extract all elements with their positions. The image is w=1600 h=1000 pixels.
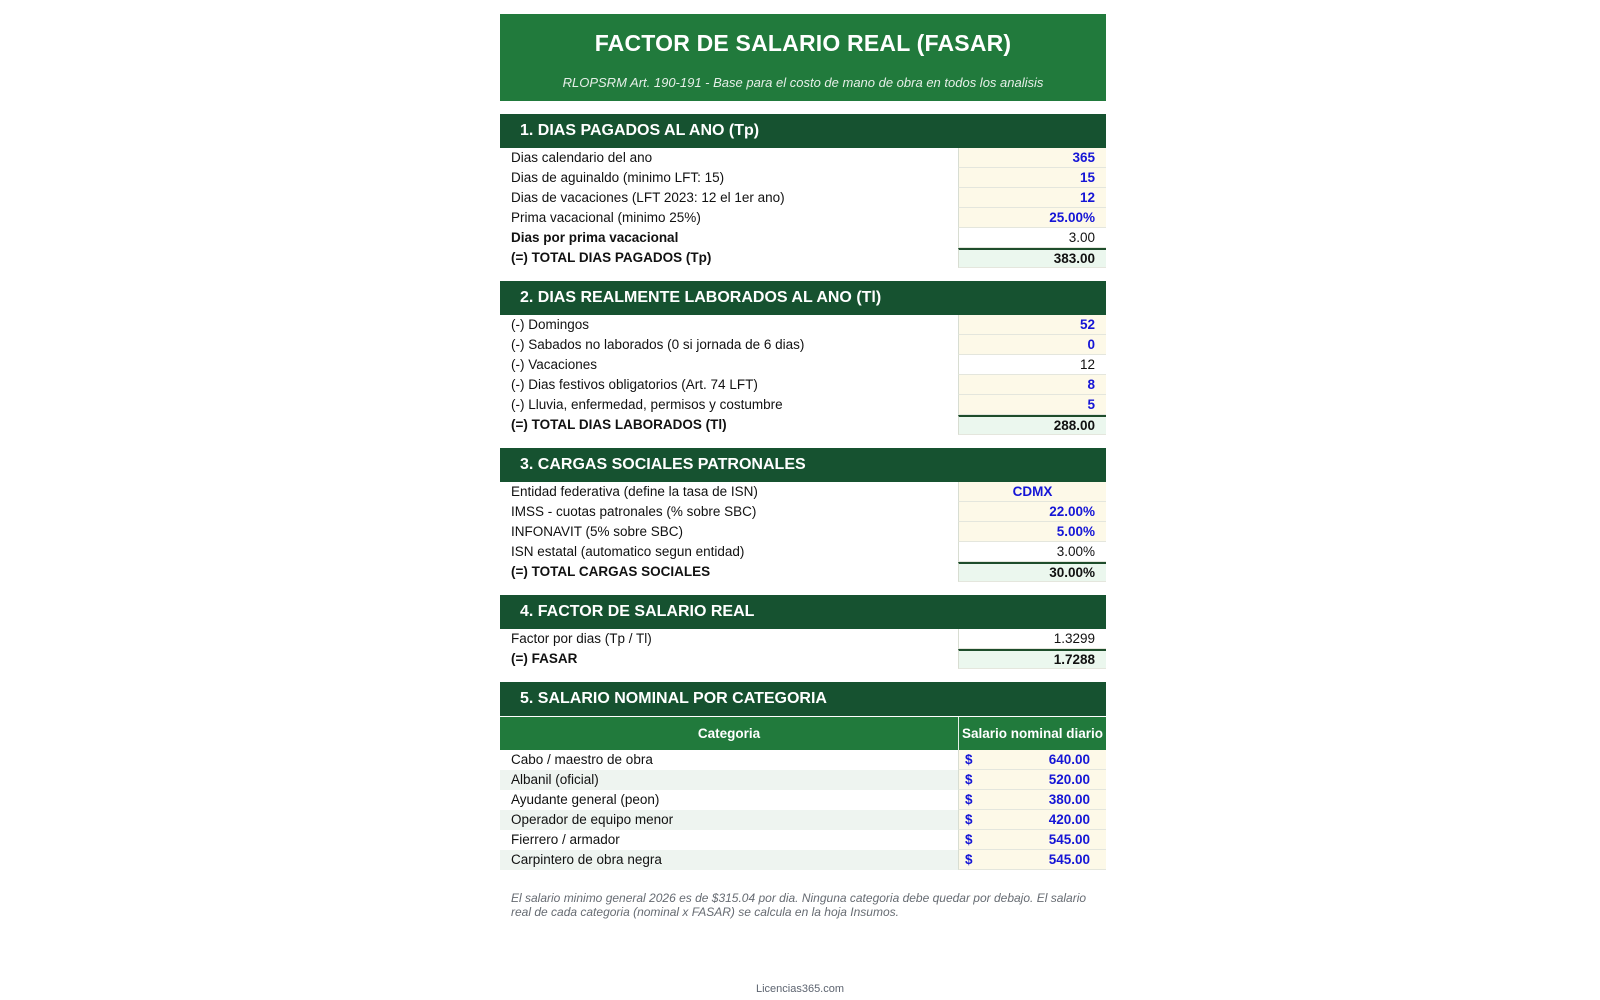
calc-isn-estatal[interactable]: 3.00%	[958, 542, 1106, 562]
page-subtitle: RLOPSRM Art. 190-191 - Base para el costo de mano de obra en todos los analisis	[562, 75, 1044, 90]
row-factor-por-dias	[500, 629, 1106, 649]
input-dias-calendario[interactable]: 365	[958, 148, 1106, 168]
salary-value: 420.00	[1048, 812, 1090, 827]
row-dias-vacaciones	[500, 188, 1106, 208]
row-label: (=) TOTAL DIAS PAGADOS (Tp)	[511, 250, 712, 265]
input-salario-carpintero[interactable]	[958, 850, 1106, 870]
row-infonavit	[500, 522, 1106, 542]
input-prima-vacacional[interactable]: 25.00%	[958, 208, 1106, 228]
row-label: Dias de vacaciones (LFT 2023: 12 el 1er ano)	[511, 190, 785, 205]
row-sabados	[500, 335, 1106, 355]
row-label: Factor por dias (Tp / Tl)	[511, 631, 652, 646]
row-fasar	[500, 649, 1106, 669]
section-header-dias-pagados: 1. DIAS PAGADOS AL ANO (Tp)	[500, 114, 1106, 148]
row-total-dias-laborados	[500, 415, 1106, 435]
footer-credit[interactable]: Licencias365.com	[755, 983, 845, 995]
row-label: Dias por prima vacacional	[511, 230, 679, 245]
row-total-dias-pagados	[500, 248, 1106, 268]
input-sabados[interactable]: 0	[958, 335, 1106, 355]
section-dias-pagados	[500, 148, 1106, 268]
column-header-categoria: Categoria	[697, 726, 761, 741]
total-fasar[interactable]: 1.7288	[958, 649, 1106, 669]
row-label: Prima vacacional (minimo 25%)	[511, 210, 701, 225]
input-salario-albanil[interactable]	[958, 770, 1106, 790]
table-row	[500, 850, 1106, 870]
currency-symbol: $	[965, 852, 973, 867]
row-label: ISN estatal (automatico segun entidad)	[511, 544, 745, 559]
salary-value: 380.00	[1048, 792, 1090, 807]
category-name: Cabo / maestro de obra	[511, 752, 653, 767]
category-name: Albanil (oficial)	[500, 770, 958, 790]
salary-value: 640.00	[1048, 752, 1090, 767]
category-name: Operador de equipo menor	[500, 810, 958, 830]
row-dias-calendario	[500, 148, 1106, 168]
section-header-factor-salario-real: 4. FACTOR DE SALARIO REAL	[500, 595, 1106, 629]
category-name: Carpintero de obra negra	[500, 850, 958, 870]
total-dias-laborados[interactable]: 288.00	[958, 415, 1106, 435]
salary-value: 545.00	[1048, 832, 1090, 847]
salary-value: 520.00	[1048, 772, 1090, 787]
table-row	[500, 790, 1106, 810]
row-label: (-) Domingos	[511, 317, 590, 332]
currency-symbol: $	[965, 752, 973, 767]
row-imss	[500, 502, 1106, 522]
calc-factor-por-dias[interactable]: 1.3299	[958, 629, 1106, 649]
section-factor-salario-real	[500, 629, 1106, 669]
row-dias-prima-vacacional	[500, 228, 1106, 248]
category-name: Fierrero / armador	[511, 832, 620, 847]
row-vacaciones	[500, 355, 1106, 375]
title-block	[500, 14, 1106, 101]
section-header-dias-laborados: 2. DIAS REALMENTE LABORADOS AL ANO (Tl)	[500, 281, 1106, 315]
row-label: (-) Dias festivos obligatorios (Art. 74 LFT)	[511, 377, 758, 392]
section-header-cargas-sociales: 3. CARGAS SOCIALES PATRONALES	[500, 448, 1106, 482]
table-row	[500, 810, 1106, 830]
input-domingos[interactable]: 52	[958, 315, 1106, 335]
section-cargas-sociales	[500, 482, 1106, 582]
currency-symbol: $	[965, 772, 973, 787]
currency-symbol: $	[965, 792, 973, 807]
input-salario-operador[interactable]	[958, 810, 1106, 830]
row-dias-aguinaldo	[500, 168, 1106, 188]
row-dias-festivos	[500, 375, 1106, 395]
row-domingos	[500, 315, 1106, 335]
table-header	[500, 716, 1106, 750]
row-label: INFONAVIT (5% sobre SBC)	[511, 524, 684, 539]
table-row	[500, 770, 1106, 790]
select-entidad-federativa[interactable]: CDMX	[958, 482, 1106, 502]
row-label: IMSS - cuotas patronales (% sobre SBC)	[511, 504, 757, 519]
fasar-sheet	[500, 14, 1106, 919]
row-label: (=) FASAR	[511, 651, 578, 666]
input-dias-festivos[interactable]: 8	[958, 375, 1106, 395]
row-label: (-) Lluvia, enfermedad, permisos y costumbre	[511, 397, 783, 412]
row-label: Dias calendario del ano	[511, 150, 653, 165]
section-dias-laborados	[500, 315, 1106, 435]
row-total-cargas-sociales	[500, 562, 1106, 582]
salary-value: 545.00	[1048, 852, 1090, 867]
table-salario-nominal	[500, 750, 1106, 870]
table-row	[500, 750, 1106, 770]
calc-vacaciones[interactable]: 12	[958, 355, 1106, 375]
row-label: (=) TOTAL CARGAS SOCIALES	[511, 564, 711, 579]
row-label: (-) Sabados no laborados (0 si jornada de 6 dias)	[511, 337, 805, 352]
currency-symbol: $	[965, 812, 973, 827]
row-lluvia-enfermedad	[500, 395, 1106, 415]
row-label: Entidad federativa (define la tasa de ISN)	[511, 484, 758, 499]
page-title: FACTOR DE SALARIO REAL (FASAR)	[594, 30, 1012, 56]
row-isn-estatal	[500, 542, 1106, 562]
note-salario-minimo: El salario minimo general 2026 es de $315.04 por dia. Ninguna categoria debe quedar por debajo. El salario real de cada categoria (nominal x FASAR) se calcula en la hoja Insumos.	[511, 891, 1087, 919]
total-dias-pagados[interactable]: 383.00	[958, 248, 1106, 268]
input-salario-ayudante[interactable]	[958, 790, 1106, 810]
input-dias-aguinaldo[interactable]: 15	[958, 168, 1106, 188]
input-dias-vacaciones[interactable]: 12	[958, 188, 1106, 208]
input-salario-fierrero[interactable]	[958, 830, 1106, 850]
row-label: (=) TOTAL DIAS LABORADOS (Tl)	[511, 417, 727, 432]
category-name: Ayudante general (peon)	[511, 792, 660, 807]
input-infonavit[interactable]: 5.00%	[958, 522, 1106, 542]
input-imss[interactable]: 22.00%	[958, 502, 1106, 522]
currency-symbol: $	[965, 832, 973, 847]
section-header-salario-nominal: 5. SALARIO NOMINAL POR CATEGORIA	[500, 682, 1106, 716]
row-entidad-federativa	[500, 482, 1106, 502]
row-prima-vacacional	[500, 208, 1106, 228]
column-header-salario: Salario nominal diario	[958, 717, 1106, 750]
row-label: (-) Vacaciones	[511, 357, 598, 372]
total-cargas-sociales[interactable]: 30.00%	[958, 562, 1106, 582]
input-salario-cabo[interactable]	[958, 750, 1106, 770]
input-lluvia-enfermedad[interactable]: 5	[958, 395, 1106, 415]
calc-dias-prima-vacacional[interactable]: 3.00	[958, 228, 1106, 248]
row-label: Dias de aguinaldo (minimo LFT: 15)	[511, 170, 725, 185]
table-row	[500, 830, 1106, 850]
